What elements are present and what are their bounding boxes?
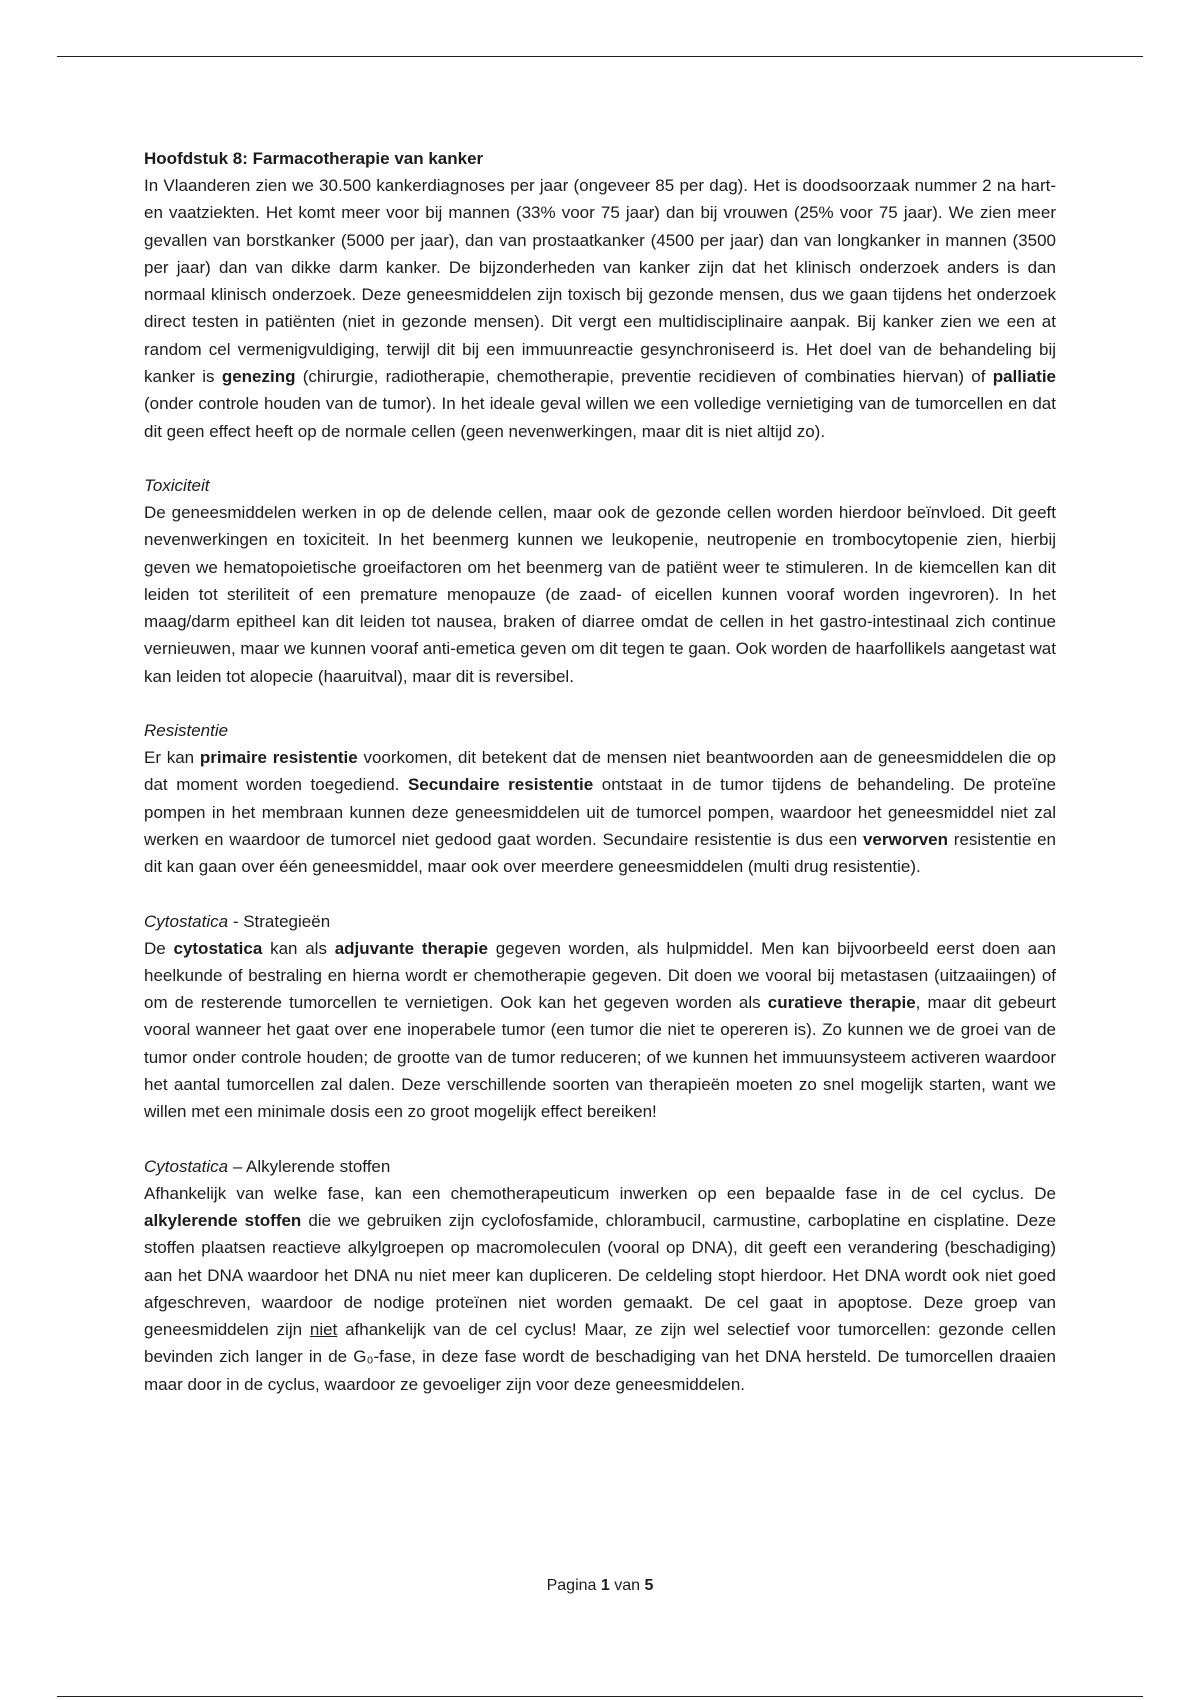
section-heading [144,1153,1056,1180]
footer-total-pages: 5 [644,1577,654,1594]
spacer [144,881,1056,908]
section-paragraph: De geneesmiddelen werken in op de delende cellen, maar ook de gezonde cellen worden hierdoor beïnvloed. Dit geeft nevenwerkingen en toxiciteit. In het beenmerg kunnen we leukopenie, neutropenie en trombocytopenie zien, hierbij geven we hematopoietische groeifactoren om het beenmerg van de patiënt weer te stimuleren. In de kiemcellen kan dit leiden tot steriliteit of een premature menopauze (de zaad- of eicellen kunnen vooraf worden ingevroren). In het maag/darm epitheel kan dit leiden tot nausea, braken of diarree omdat de cellen in het gastro-intestinaal zich continue vernieuwen, maar we kunnen vooraf anti-emetica geven om dit tegen te gaan. Ook worden de haarfollikels aangetast wat kan leiden tot alopecie (haaruitval), maar dit is reversibel. [144,502,1056,686]
emphasis-term: Secundaire resistentie [407,775,594,795]
section-paragraph: De cytostatica kan als adjuvante therapie gegeven worden, als hulpmiddel. Men kan bijvoorbeeld eerst doen aan heelkunde of bestraling en hierna wordt er chemotherapie gegeven. Dit doen we vooral bij metastasen (uitzaaiingen) of om de resterende tumorcellen te vernietigen. Ook kan het gegeven worden als curatieve therapie, maar dit gebeurt vooral wanneer het gaat over ene inoperabele tumor (een tumor die niet te opereren is). Zo kunnen we de groei van de tumor onder controle houden; de grootte van de tumor reduceren; of we kunnen het immuunsysteem activeren waardoor het aantal tumorcellen zal dalen. Deze verschillende soorten van therapieën moeten zo snel mogelijk starten, want we willen met een minimale dosis een zo groot mogelijk effect bereiken! [144,938,1056,1122]
emphasis-term: verworven [862,829,949,849]
page-footer [0,1577,1200,1595]
emphasis-term: primaire resistentie [199,748,358,768]
footer-rule [57,1696,1143,1697]
underlined-term: niet [309,1320,338,1340]
intro-paragraph: In Vlaanderen zien we 30.500 kankerdiagnoses per jaar (ongeveer 85 per dag). Het is doodsoorzaak nummer 2 na hart- en vaatziekten. Het komt meer voor bij mannen (33% voor 75 jaar) dan bij vrouwen (25% voor 75 jaar). We zien meer gevallen van borstkanker (5000 per jaar), dan van prostaatkanker (4500 per jaar) dan van longkanker in mannen (3500 per jaar) dan van dikke darm kanker. De bijzonderheden van kanker zijn dat het klinisch onderzoek anders is dan normaal klinisch onderzoek. Deze geneesmiddelen zijn toxisch bij gezonde mensen, dus we gaan tijdens het onderzoek direct testen in patiënten (niet in gezonde mensen). Dit vergt een multidisciplinaire aanpak. Bij kanker zien we een at random cel vermenigvuldiging, terwijl dit bij een immuunreactie gesynchroniseerd is. Het doel van de behandeling bij kanker is genezing (chirurgie, radiotherapie, chemotherapie, preventie recidieven of combinaties hiervan) of palliatie (onder controle houden van de tumor). In het ideale geval willen we een volledige vernietiging van de tumorcellen en dat dit geen effect heeft op de normale cellen (geen nevenwerkingen, maar dit is niet altijd zo). [144,176,1057,441]
footer-prefix: Pagina [546,1577,597,1594]
emphasis-term: curatieve therapie [767,993,916,1013]
page-content [144,146,1056,1398]
header-rule [57,56,1143,57]
footer-middle: van [614,1577,641,1594]
section-heading-italic: Cytostatica [144,1156,229,1176]
emphasis-term: alkylerende stoffen [144,1210,302,1230]
spacer [144,690,1056,717]
section-heading [144,908,1056,935]
section-heading-italic: Toxiciteit [144,475,210,495]
emphasis-term: cytostatica [173,938,263,958]
spacer [144,1126,1056,1153]
chapter-title: Hoofdstuk 8: Farmacotherapie van kanker [144,149,484,168]
section-heading [144,717,1056,744]
section-paragraph: Afhankelijk van welke fase, kan een chemotherapeuticum inwerken op een bepaalde fase in de cel cyclus. De alkylerende stoffen die we gebruiken zijn cyclofosfamide, chlorambucil, carmustine, carboplatine en cisplatine. Deze stoffen plaatsen reactieve alkylgroepen op macromoleculen (vooral op DNA), dit geeft een verandering (beschadiging) aan het DNA waardoor het DNA nu niet meer kan dupliceren. De celdeling stopt hierdoor. Het DNA wordt ook niet goed afgeschreven, waardoor de nodige proteïnen niet worden gemaakt. De cel gaat in apoptose. Deze groep van geneesmiddelen zijn niet afhankelijk van de cel cyclus! Maar, ze zijn wel selectief voor tumorcellen: gezonde cellen bevinden zich langer in de G₀-fase, in deze fase wordt de beschadiging van het DNA hersteld. De tumorcellen draaien maar door in de cyclus, waardoor ze gevoeliger zijn voor deze geneesmiddelen. [144,1183,1056,1394]
spacer [144,445,1056,472]
emphasis-term: genezing [221,367,296,387]
section-heading [144,472,1056,499]
emphasis-term: adjuvante therapie [334,938,488,958]
section-heading-italic: Cytostatica [144,911,229,931]
section-paragraph: Er kan primaire resistentie voorkomen, dit betekent dat de mensen niet beantwoorden aan de geneesmiddelen die op dat moment worden toegediend. Secundaire resistentie ontstaat in de tumor tijdens de behandeling. De proteïne pompen in het membraan kunnen deze geneesmiddelen uit de tumorcel pompen, waardoor het geneesmiddel niet zal werken en waardoor de tumorcel niet gedood gaat worden. Secundaire resistentie is dus een verworven resistentie en dit kan gaan over één geneesmiddel, maar ook over meerdere geneesmiddelen (multi drug resistentie). [144,748,1056,877]
section-heading-italic: Resistentie [144,721,229,741]
footer-current-page: 1 [600,1577,610,1594]
section-heading-rest: – Alkylerende stoffen [228,1156,391,1176]
section-heading-rest: - Strategieën [228,911,331,931]
emphasis-term: palliatie [992,367,1057,387]
